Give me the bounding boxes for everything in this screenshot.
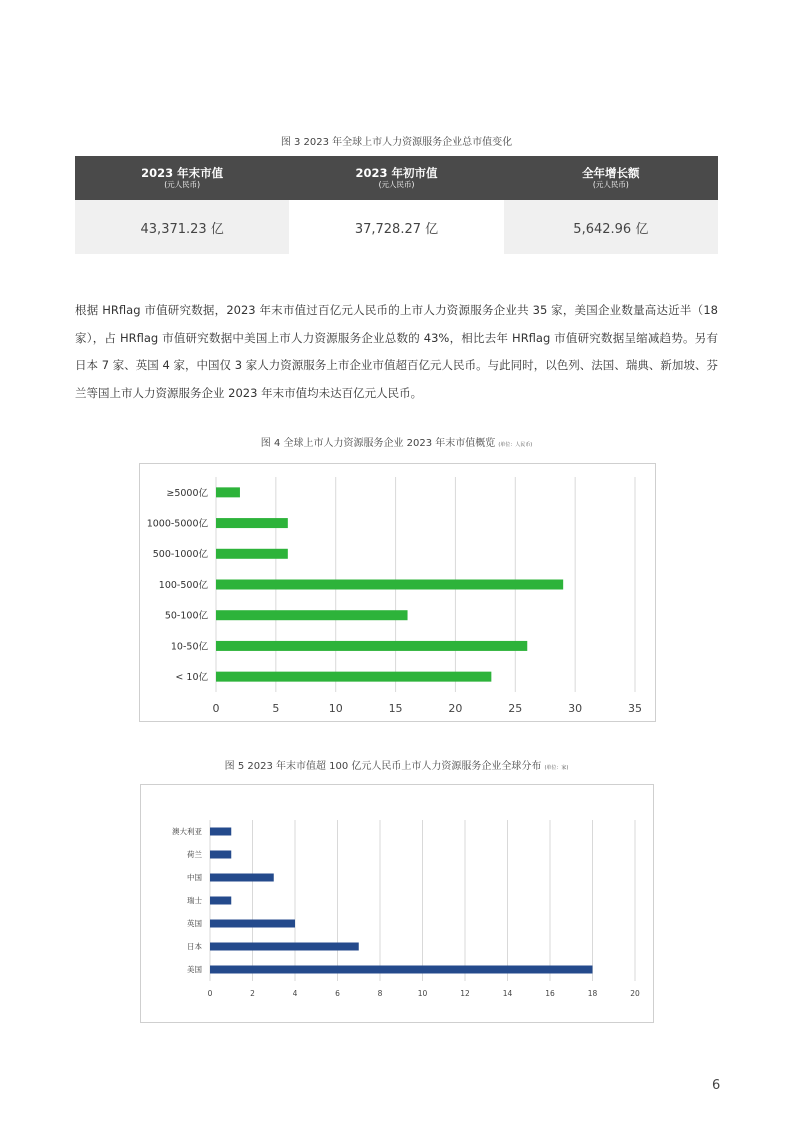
bar: [216, 672, 491, 682]
figure5-caption: 图 5 2023 年末市值超 100 亿元人民币上市人力资源服务企业全球分布: [224, 761, 542, 772]
header-cell-growth: [504, 156, 718, 200]
category-label: 澳大利亚: [172, 827, 202, 837]
bar: [210, 851, 231, 859]
figure4-caption: 图 4 全球上市人力资源服务企业 2023 年末市值概览: [260, 438, 496, 449]
bar: [210, 966, 593, 974]
category-label: 中国: [187, 873, 202, 883]
bar: [216, 641, 527, 651]
x-tick-label: 25: [508, 702, 523, 715]
category-label: 50-100亿: [164, 610, 208, 622]
x-tick-label: 20: [448, 702, 463, 715]
x-tick-label: 8: [377, 989, 383, 998]
figure5-chart-frame: [140, 784, 654, 1023]
x-tick-label: 0: [207, 989, 213, 998]
summary-header-row: [75, 156, 718, 200]
header-title: 2023 年末市值: [141, 166, 224, 180]
header-unit: (元人民币): [164, 180, 201, 189]
figure3-caption: 图 3 2023 年全球上市人力资源服务企业总市值变化: [280, 137, 513, 148]
bar: [210, 943, 359, 951]
x-tick-label: 5: [272, 702, 280, 715]
summary-value-row: [75, 200, 718, 254]
x-tick-label: 14: [502, 989, 513, 998]
x-tick-label: 2: [250, 989, 255, 998]
bar: [216, 487, 240, 497]
x-tick-label: 30: [568, 702, 583, 715]
header-cell-year-start: [289, 156, 503, 200]
x-tick-label: 15: [388, 702, 403, 715]
market-value-summary-table: [75, 156, 718, 254]
figure4-unit: (单位：人民币): [498, 442, 533, 448]
body-paragraph: 根据 HRflag 市值研究数据，2023 年末市值过百亿元人民币的上市人力资源服务企业共 35 家，美国企业数量高达近半（18 家），占 HRflag 市值研究数据中美国上市人力资源服务企业总数的 43%，相比去年 HRflag 市值研究数据呈缩减趋势。另有日本 7 家、英国 4 家，中国仅 3 家人力资源服务上市企业市值超百亿元人民币。与此同时，以色列、法国、瑞典、新加坡、芬兰等国上市人力资源服务企业 2023 年末市值均未达百亿元人民币。: [75, 303, 718, 400]
category-label: ≥5000亿: [166, 487, 208, 499]
x-tick-label: 10: [417, 989, 428, 998]
header-unit: (元人民币): [592, 180, 629, 189]
category-label: 1000-5000亿: [146, 518, 208, 530]
market-value-distribution-chart: [140, 464, 655, 721]
figure5-caption-line: [0, 757, 793, 772]
category-label: 瑞士: [187, 896, 202, 906]
header-title: 2023 年初市值: [355, 166, 438, 180]
bar: [210, 828, 231, 836]
bar: [216, 549, 288, 559]
bar: [216, 610, 408, 620]
bar: [210, 897, 231, 905]
figure5-unit: (单位：家): [544, 765, 569, 771]
category-label: 500-1000亿: [152, 549, 208, 561]
header-cell-year-end: [75, 156, 289, 200]
category-label: 荷兰: [187, 850, 202, 860]
header-unit: (元人民币): [378, 180, 415, 189]
category-label: 100-500亿: [158, 579, 208, 591]
x-tick-label: 12: [460, 989, 470, 998]
x-tick-label: 18: [587, 989, 598, 998]
bar: [210, 920, 295, 928]
category-label: 英国: [187, 919, 202, 929]
header-title: 全年增长额: [582, 166, 640, 180]
x-tick-label: 6: [335, 989, 340, 998]
category-label: 日本: [187, 942, 202, 952]
x-tick-label: 10: [328, 702, 343, 715]
category-label: < 10亿: [175, 672, 208, 684]
value-year-start: 37,728.27 亿: [354, 221, 439, 237]
value-growth: 5,642.96 亿: [504, 200, 718, 254]
country-distribution-chart: [141, 785, 653, 1022]
value-year-end: 43,371.23 亿: [75, 200, 289, 254]
category-label: 美国: [187, 965, 202, 975]
x-tick-label: 16: [545, 989, 555, 998]
x-tick-label: 0: [212, 702, 220, 715]
page-number: 6: [712, 1078, 721, 1093]
x-tick-label: 35: [628, 702, 642, 715]
figure4-chart-frame: [139, 463, 656, 722]
x-tick-label: 20: [630, 989, 640, 998]
x-tick-label: 4: [292, 989, 298, 998]
bar: [216, 518, 288, 528]
category-label: 10-50亿: [170, 641, 208, 653]
figure4-caption-line: [0, 434, 793, 449]
bar: [216, 580, 563, 590]
bar: [210, 874, 274, 882]
